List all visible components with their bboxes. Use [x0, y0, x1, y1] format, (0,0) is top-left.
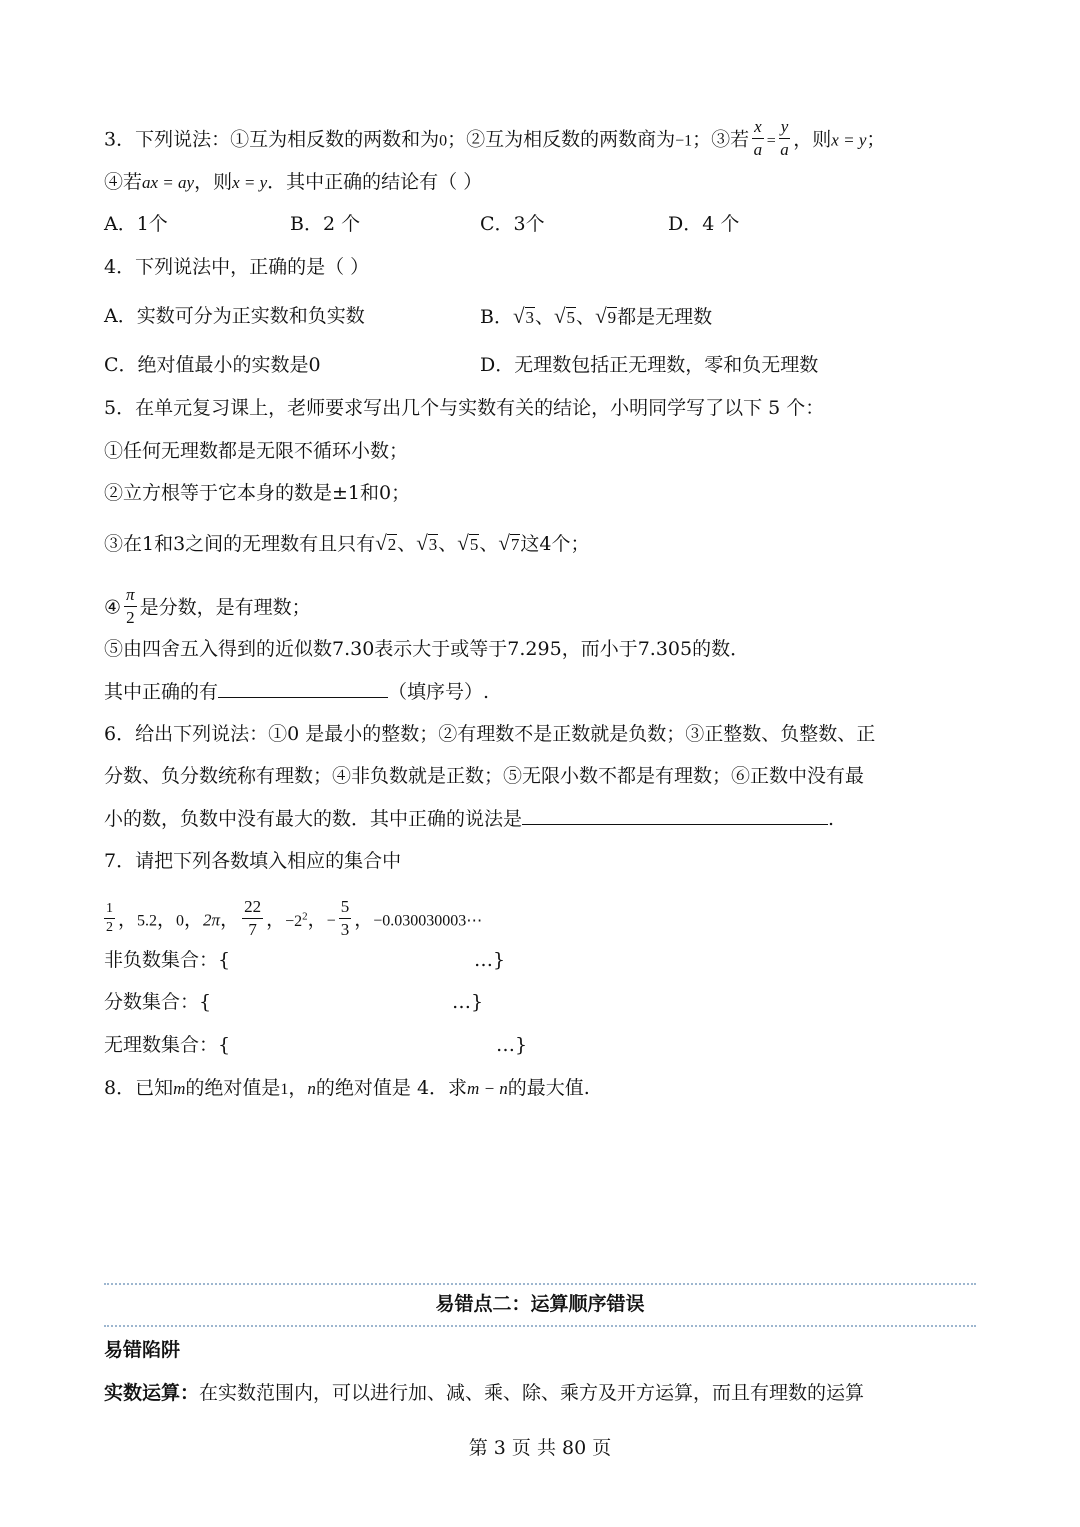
q5-s4 [104, 586, 976, 631]
section-divider-top [104, 1283, 976, 1285]
q7-frac-5-3 [339, 896, 352, 941]
q7-num-5-2: 5.2 [137, 912, 158, 930]
q6-line3 [104, 804, 976, 833]
q5-stem: 5．在单元复习课上，老师要求写出几个与实数有关的结论，小明同学写了以下 5 个： [104, 397, 825, 419]
q5-s1: ①任何无理数都是无限不循环小数； [104, 440, 409, 462]
q4-b-prefix: B． [480, 306, 513, 328]
q7-set3-close: …} [496, 1034, 528, 1056]
q3-option-c: C．3个 [480, 213, 545, 235]
q5-s2: ②立方根等于它本身的数是±1和0； [104, 482, 411, 504]
sqrt-arg: 3 [428, 535, 438, 554]
sqrt-arg: 5 [566, 308, 576, 327]
frac-den: 3 [340, 920, 350, 939]
q4-option-c: C．绝对值最小的实数是0 [104, 354, 321, 376]
q5-s5: ⑤由四舍五入得到的近似数7.30表示大于或等于7.295，而小于7.305的数． [104, 638, 750, 660]
sqrt-arg: 9 [607, 308, 617, 327]
q4-option-a: A．实数可分为正实数和负实数 [104, 305, 365, 327]
q7-num-2pi: 2π [203, 910, 221, 930]
q6-line2: 分数、负分数统称有理数；④非负数就是正数；⑤无限小数不都是有理数；⑥正数中没有最 [104, 765, 865, 787]
q3-text-d: ，则 [793, 128, 832, 151]
frac-den: a [753, 140, 763, 159]
frac-num: x [752, 116, 764, 139]
q7-set1-close: …} [474, 949, 506, 971]
q5-s3-suffix: 这4个； [520, 533, 590, 555]
q3-text-2a: ④若 [104, 171, 143, 193]
q4-sqrt5: √5 [554, 304, 576, 328]
q3-semicolon: ； [866, 128, 886, 151]
q8-var-m: m [173, 1079, 186, 1098]
comma: ， [184, 908, 204, 931]
q7-set2-label: 分数集合：{ [104, 991, 212, 1013]
q7-set3-label: 无理数集合：{ [104, 1034, 231, 1056]
frac-num: 1 [104, 900, 115, 919]
q7-set1-label: 非负数集合：{ [104, 949, 231, 971]
q3-text-2c: ．其中正确的结论有（ ） [267, 171, 483, 193]
q4-sqrt3: √3 [512, 304, 534, 328]
q5-answer [104, 677, 976, 706]
q7-stem: 7．请把下列各数填入相应的集合中 [104, 850, 402, 872]
q3-neg-one: −1 [675, 132, 693, 150]
q3-option-d: D．4 个 [668, 213, 740, 235]
q7-minus: − [326, 912, 336, 930]
trap-heading: 易错陷阱 [104, 1339, 181, 1361]
exponent: 2 [302, 910, 308, 923]
q5-answer-prefix: 其中正确的有 [104, 681, 219, 703]
q5-sqrt7: √7 [498, 531, 520, 555]
q7-set-fraction [104, 988, 976, 1016]
q8-suffix: 的最大值. [507, 1077, 590, 1099]
q4-b-suffix: 都是无理数 [617, 306, 713, 328]
comma: ， [220, 908, 240, 931]
q5-frac-pi-over-2 [124, 584, 137, 629]
q7-set-nonneg [104, 946, 976, 974]
q3-zero: 0 [439, 132, 448, 150]
frac-num: 22 [242, 896, 263, 919]
sqrt-arg: 7 [510, 535, 520, 554]
q5-s4-suffix: 是分数，是有理数； [139, 596, 311, 619]
q4-option-b [480, 302, 712, 332]
sep: 、 [479, 533, 499, 555]
definition-line [104, 1379, 976, 1407]
q8-comma: ， [288, 1077, 308, 1099]
q3-line1 [104, 118, 976, 163]
q5-sqrt2: √2 [375, 531, 397, 555]
q3-eq-xy-2: x = y [232, 173, 268, 192]
frac-den: 2 [126, 608, 135, 627]
frac-num: 5 [339, 896, 352, 919]
q7-set2-close: …} [452, 991, 484, 1013]
q7-num-0: 0 [176, 912, 185, 930]
q3-text-c: ；③若 [692, 128, 750, 151]
q3-option-a: A．1个 [104, 213, 168, 235]
q5-answer-suffix: （填序号）. [388, 681, 490, 703]
q4-option-d: D．无理数包括正无理数，零和负无理数 [480, 354, 819, 376]
q3-frac-y-over-a [779, 116, 791, 161]
q5-s4-prefix: ④ [104, 596, 122, 619]
definition-label: 实数运算： [104, 1382, 200, 1404]
q6-answer-blank[interactable] [522, 804, 828, 825]
q6-line1: 6．给出下列说法：①0 是最小的整数；②有理数不是正数就是负数；③正整数、负整数、正 [104, 723, 876, 745]
frac-den: a [780, 140, 789, 159]
q6-line3-prefix: 小的数，负数中没有最大的数．其中正确的说法是 [104, 808, 523, 830]
q7-numbers [104, 898, 976, 943]
q5-s3-prefix: ③在1和3之间的无理数有且只有 [104, 533, 376, 555]
q3-text-a: 3．下列说法：①互为相反数的两数和为 [104, 128, 440, 151]
frac-den: 2 [106, 920, 113, 935]
q3-option-b: B．2 个 [290, 213, 361, 235]
sep: 、 [397, 533, 417, 555]
definition-text: 在实数范围内，可以进行加、减、乘、除、乘方及开方运算，而且有理数的运算 [199, 1382, 865, 1404]
q3-frac-x-over-a [752, 116, 764, 161]
frac-num: y [779, 116, 791, 139]
comma: ， [118, 908, 138, 931]
q3-eq-ax: ax = ay [142, 173, 195, 192]
q5-sqrt5: √5 [457, 531, 479, 555]
sep: 、 [438, 533, 458, 555]
comma: ， [157, 908, 177, 931]
q3-line2 [104, 168, 976, 197]
q5-answer-blank[interactable] [218, 677, 388, 698]
comma: ， [354, 908, 374, 931]
sqrt-arg: 3 [525, 308, 534, 327]
q3-eq-xy: x = y [831, 130, 867, 150]
sqrt-arg: 5 [469, 535, 479, 554]
q4-sqrt9: √9 [595, 304, 617, 328]
q3-text-2b: ，则 [194, 171, 233, 193]
comma: ， [307, 908, 327, 931]
base: −2 [285, 912, 303, 930]
q8-prefix: 8．已知 [104, 1077, 174, 1099]
frac-den: 7 [248, 920, 257, 939]
q6-line3-suffix: . [828, 808, 835, 830]
page-footer: 第 3 页 共 80 页 [468, 1437, 612, 1459]
q8-line [104, 1074, 976, 1104]
q7-frac-1-2 [104, 900, 115, 937]
sep: 、 [535, 306, 555, 328]
q7-num-neg-2-squared [285, 910, 308, 930]
q3-equals: = [766, 132, 776, 150]
q3-text-b: ；②互为相反数的两数商为 [447, 128, 676, 151]
section-divider-bottom [104, 1325, 976, 1327]
q8-var-n: n [307, 1079, 316, 1098]
q7-frac-22-7 [242, 896, 263, 941]
q5-sqrt3: √3 [416, 531, 438, 555]
q8-one: 1 [280, 1081, 289, 1098]
frac-num: π [124, 584, 137, 607]
q8-mid1: 的绝对值是 [185, 1077, 281, 1099]
comma: ， [266, 908, 286, 931]
sep: 、 [576, 306, 596, 328]
q4-stem: 4．下列说法中，正确的是（ ） [104, 256, 370, 278]
q8-expr: m − n [467, 1079, 508, 1098]
q7-set-irrational [104, 1031, 976, 1059]
q7-num-repeating: −0.030030003⋯ [373, 912, 483, 930]
q8-mid2: 的绝对值是 4．求 [315, 1077, 468, 1099]
section-title: 易错点二：运算顺序错误 [435, 1293, 645, 1315]
sqrt-arg: 2 [387, 535, 397, 554]
q5-s3 [104, 529, 976, 559]
